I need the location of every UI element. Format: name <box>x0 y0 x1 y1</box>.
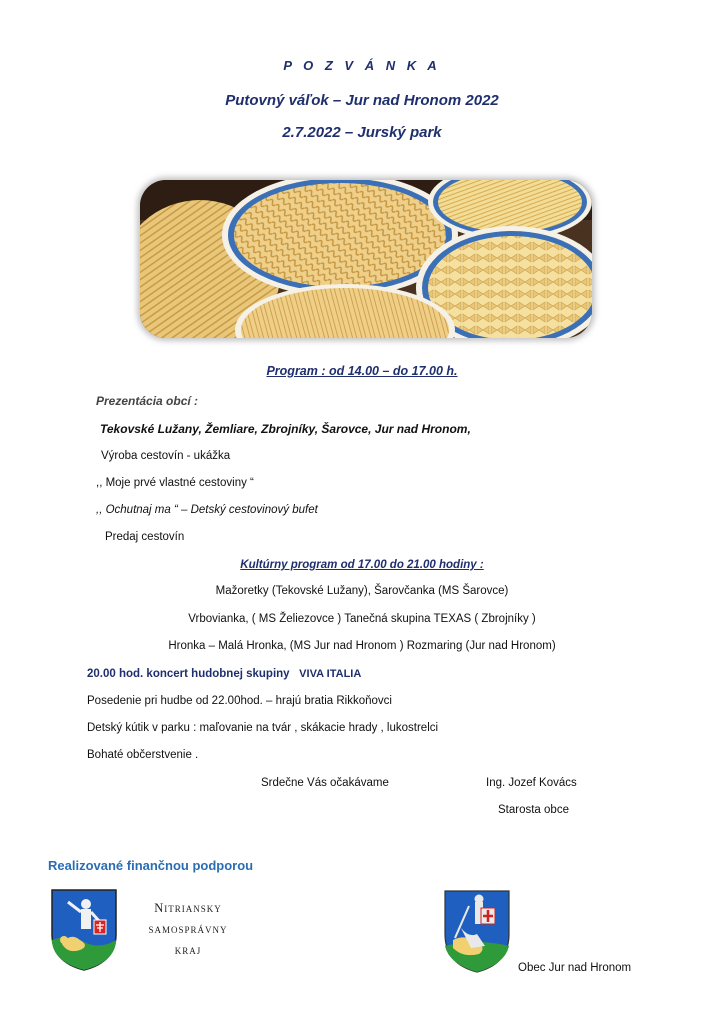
presentation-heading: Prezentácia obcí : <box>96 394 199 408</box>
jur-nad-hronom-crest-icon <box>441 888 513 974</box>
cultural-line: Mažoretky (Tekovské Lužany), Šarovčanka (MS Šarovce) <box>215 585 509 597</box>
extra-line: Detský kútik v parku : maľovanie na tvár , skákacie hrady , lukostrelci <box>87 722 439 734</box>
region-name <box>140 898 236 961</box>
concert-line <box>87 668 361 680</box>
concert-text: 20.00 hod. koncert hudobnej skupiny <box>87 668 290 680</box>
region-name-line: Nitriansky <box>154 901 222 915</box>
activity-item: ,, Moje prvé vlastné cestoviny “ <box>96 477 254 489</box>
cultural-line: Hronka – Malá Hronka, (MS Jur nad Hronom ) Rozmaring (Jur nad Hronom) <box>168 640 556 652</box>
activity-item: Výroba cestovín - ukážka <box>101 450 231 462</box>
signer-role: Starosta obce <box>498 804 569 816</box>
extra-line: Posedenie pri hudbe od 22.00hod. – hrajú bratia Rikkoňovci <box>87 695 392 707</box>
cultural-line: Vrbovianka, ( MS Želiezovce ) Tanečná skupina TEXAS ( Zbrojníky ) <box>188 613 536 625</box>
activity-item: ,, Ochutnaj ma “ – Detský cestovinový bufet <box>96 504 318 516</box>
invitation-title: P O Z V Á N K A <box>283 58 441 73</box>
event-date-place: 2.7.2022 – Jurský park <box>282 124 442 141</box>
municipality-label: Obec Jur nad Hronom <box>518 962 632 974</box>
signer-name: Ing. Jozef Kovács <box>486 777 577 789</box>
event-subtitle: Putovný váľok – Jur nad Hronom 2022 <box>225 92 499 109</box>
band-name: VIVA ITALIA <box>299 668 362 680</box>
region-name-line: kraj <box>174 943 202 957</box>
pasta-photo <box>140 180 592 338</box>
region-name-line: samosprávny <box>148 922 228 936</box>
closing-greeting: Srdečne Vás očakávame <box>261 777 389 789</box>
cultural-program-heading: Kultúrny program od 17.00 do 21.00 hodiny : <box>240 559 484 571</box>
nitra-region-crest-icon <box>50 888 118 972</box>
extra-line: Bohaté občerstvenie . <box>87 749 199 761</box>
program-heading: Program : od 14.00 – do 17.00 h. <box>266 364 458 378</box>
villages-list: Tekovské Lužany, Žemliare, Zbrojníky, Šarovce, Jur nad Hronom, <box>100 422 471 436</box>
activity-item: Predaj cestovín <box>105 531 185 543</box>
support-text: Realizované finančnou podporou <box>48 858 254 873</box>
